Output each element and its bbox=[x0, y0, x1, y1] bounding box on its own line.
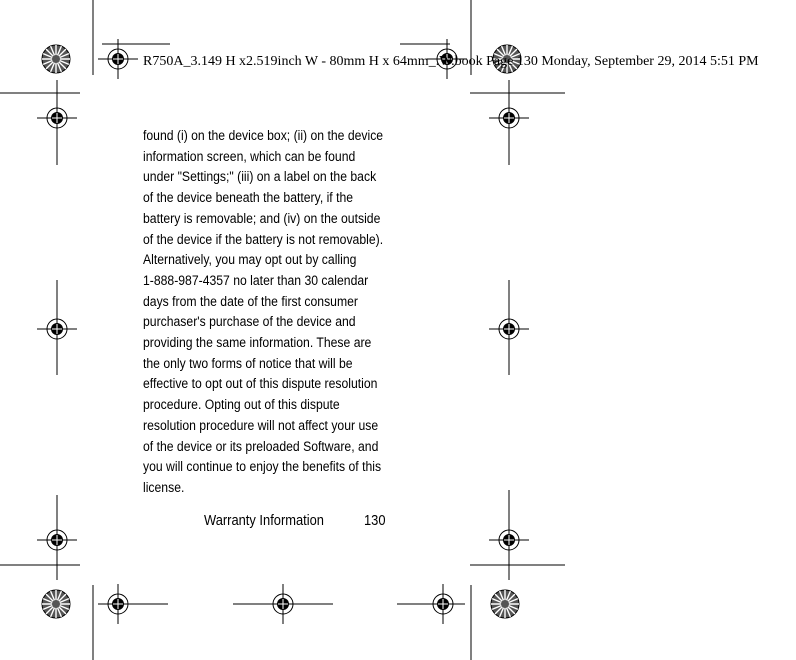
text-line: purchaser's purchase of the device and bbox=[143, 314, 356, 331]
footer-section-title: Warranty Information bbox=[204, 512, 324, 529]
text-line: you will continue to enjoy the benefits of this bbox=[143, 459, 382, 476]
text-line: 1-888-987-4357 no later than 30 calendar bbox=[143, 272, 369, 289]
text-line: under "Settings;" (iii) on a label on the back bbox=[143, 169, 377, 186]
print-slug: R750A_3.149 H x2.519inch W - 80mm H x 64mm_.W.book Page 130 Monday, September 29, 2014 5:51 PM bbox=[143, 54, 759, 69]
body-paragraph bbox=[143, 126, 392, 499]
text-line: effective to opt out of this dispute resolution bbox=[143, 376, 378, 393]
text-line: procedure. Opting out of this dispute bbox=[143, 397, 340, 414]
text-line: resolution procedure will not affect your use bbox=[143, 417, 379, 434]
text-line: days from the date of the first consumer bbox=[143, 293, 358, 310]
text-line: of the device or its preloaded Software, and bbox=[143, 438, 379, 455]
text-line: Alternatively, you may opt out by calling bbox=[143, 252, 357, 269]
text-line: license. bbox=[143, 479, 185, 496]
page-number: 130 bbox=[364, 512, 386, 529]
text-line: battery is removable; and (iv) on the outside bbox=[143, 210, 381, 227]
text-line: information screen, which can be found bbox=[143, 148, 356, 165]
text-line: of the device beneath the battery, if the bbox=[143, 190, 354, 207]
text-line: of the device if the battery is not removable). bbox=[143, 231, 384, 248]
text-line: found (i) on the device box; (ii) on the device bbox=[143, 128, 384, 144]
text-line: providing the same information. These are bbox=[143, 335, 372, 352]
text-line: the only two forms of notice that will be bbox=[143, 355, 353, 372]
